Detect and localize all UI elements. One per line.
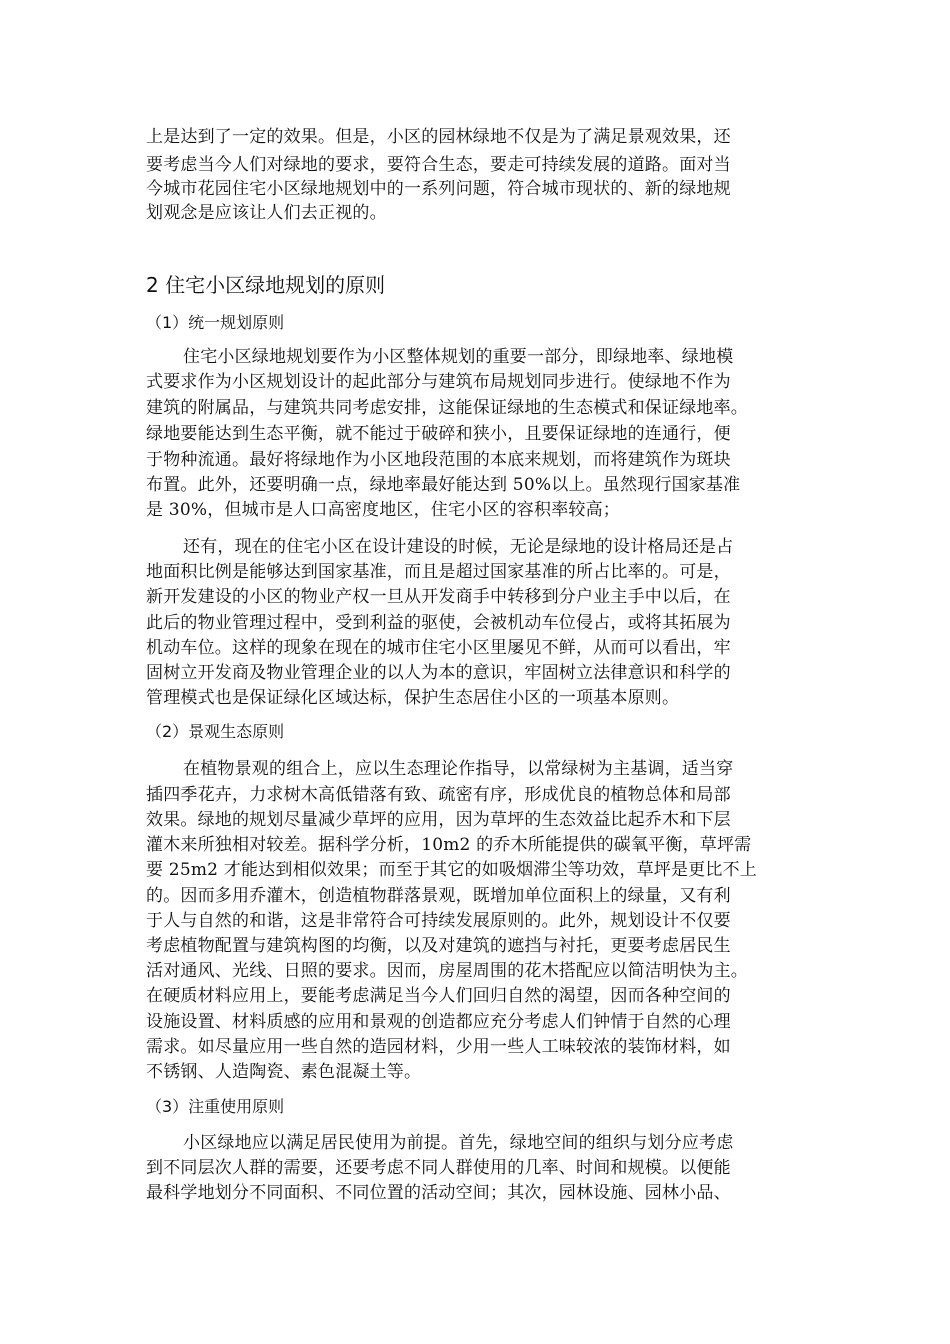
s2-p1-line-4: 灌木来所独相对较差。据科学分析，10m2 的乔木所能提供的碳氧平衡，草坪需 xyxy=(146,835,752,855)
s1-p1-line-3: 建筑的附属品，与建筑共同考虑安排，这能保证绿地的生态模式和保证绿地率。 xyxy=(146,398,748,418)
s1-p1-line-6: 布置。此外，还要明确一点，绿地率最好能达到 50%以上。虽然现行国家基准 xyxy=(146,475,741,495)
intro-line-1: 上是达到了一定的效果。但是，小区的园林绿地不仅是为了满足景观效果，还 xyxy=(146,127,731,147)
s2-p1-line-11: 设施设置、材料质感的应用和景观的创造都应充分考虑人们钟情于自然的心理 xyxy=(146,1012,731,1032)
intro-line-3: 今城市花园住宅小区绿地规划中的一系列问题，符合城市现状的、新的绿地规 xyxy=(146,179,731,199)
section-heading: 2 住宅小区绿地规划的原则 xyxy=(146,273,386,297)
s1-p2-line-3: 新开发建设的小区的物业产权一旦从开发商手中转移到分户业主手中以后，在 xyxy=(146,587,731,607)
s1-p1-line-7: 是 30%，但城市是人口高密度地区，住宅小区的容积率较高； xyxy=(146,500,620,520)
s2-p1-line-8: 考虑植物配置与建筑构图的均衡，以及对建筑的遮挡与衬托，更要考虑居民生 xyxy=(146,936,731,956)
s2-p1-line-6: 的。因而多用乔灌木，创造植物群落景观，既增加单位面积上的绿量，又有利 xyxy=(146,886,731,906)
s1-p1-line-1: 住宅小区绿地规划要作为小区整体规划的重要一部分，即绿地率、绿地模 xyxy=(183,347,734,367)
s2-p1-line-10: 在硬质材料应用上，要能考虑满足当今人们回归自然的渴望，因而各种空间的 xyxy=(146,986,731,1006)
s2-p1-line-13: 不锈钢、人造陶瓷、素色混凝土等。 xyxy=(146,1062,422,1082)
s1-p1-line-2: 式要求作为小区规划设计的起此部分与建筑布局规划同步进行。使绿地不作为 xyxy=(146,372,731,392)
s2-p1-line-12: 需求。如尽量应用一些自然的造园材料，少用一些人工味较浓的装饰材料，如 xyxy=(146,1037,731,1057)
s2-p1-line-2: 插四季花卉，力求树木高低错落有致、疏密有序，形成优良的植物总体和局部 xyxy=(146,785,731,805)
s1-p2-line-7: 管理模式也是保证绿化区域达标，保护生态居住小区的一项基本原则。 xyxy=(146,688,680,708)
intro-line-2: 要考虑当今人们对绿地的要求，要符合生态，要走可持续发展的道路。面对当 xyxy=(146,155,731,175)
s2-p1-line-9: 活对通风、光线、日照的要求。因而，房屋周围的花木搭配应以简洁明快为主。 xyxy=(146,961,748,981)
intro-line-4: 划观念是应该让人们去正视的。 xyxy=(146,203,387,223)
s1-p2-line-5: 机动车位。这样的现象在现在的城市住宅小区里屡见不鲜，从而可以看出，牢 xyxy=(146,638,731,658)
s1-p2-line-6: 固树立开发商及物业管理企业的以人为本的意识，牢固树立法律意识和科学的 xyxy=(146,663,731,683)
subsection-2-heading: （2）景观生态原则 xyxy=(146,722,285,741)
s2-p1-line-7: 于人与自然的和谐，这是非常符合可持续发展原则的。此外，规划设计不仅要 xyxy=(146,911,731,931)
s1-p1-line-5: 于物种流通。最好将绿地作为小区地段范围的本底来规划，而将建筑作为斑块 xyxy=(146,450,731,470)
s3-p1-line-3: 最科学地划分不同面积、不同位置的活动空间；其次，园林设施、园林小品、 xyxy=(146,1183,731,1203)
s2-p1-line-1: 在植物景观的组合上，应以生态理论作指导，以常绿树为主基调，适当穿 xyxy=(183,759,734,779)
s1-p1-line-4: 绿地要能达到生态平衡，就不能过于破碎和狭小，且要保证绿地的连通行，便 xyxy=(146,424,731,444)
s1-p2-line-4: 此后的物业管理过程中，受到利益的驱使，会被机动车位侵占，或将其拓展为 xyxy=(146,613,731,633)
s3-p1-line-2: 到不同层次人群的需要，还要考虑不同人群使用的几率、时间和规模。以便能 xyxy=(146,1158,731,1178)
s1-p2-line-1: 还有，现在的住宅小区在设计建设的时候，无论是绿地的设计格局还是占 xyxy=(183,537,734,557)
s1-p2-line-2: 地面积比例是能够达到国家基准，而且是超过国家基准的所占比率的。可是， xyxy=(146,562,731,582)
subsection-3-heading: （3）注重使用原则 xyxy=(146,1097,285,1116)
s3-p1-line-1: 小区绿地应以满足居民使用为前提。首先，绿地空间的组织与划分应考虑 xyxy=(183,1133,734,1153)
s2-p1-line-3: 效果。绿地的规划尽量减少草坪的应用，因为草坪的生态效益比起乔木和下层 xyxy=(146,810,731,830)
s2-p1-line-5: 要 25m2 才能达到相似效果；而至于其它的如吸烟滞尘等功效，草坪是更比不上 xyxy=(146,860,757,880)
subsection-1-heading: （1）统一规划原则 xyxy=(146,313,285,332)
